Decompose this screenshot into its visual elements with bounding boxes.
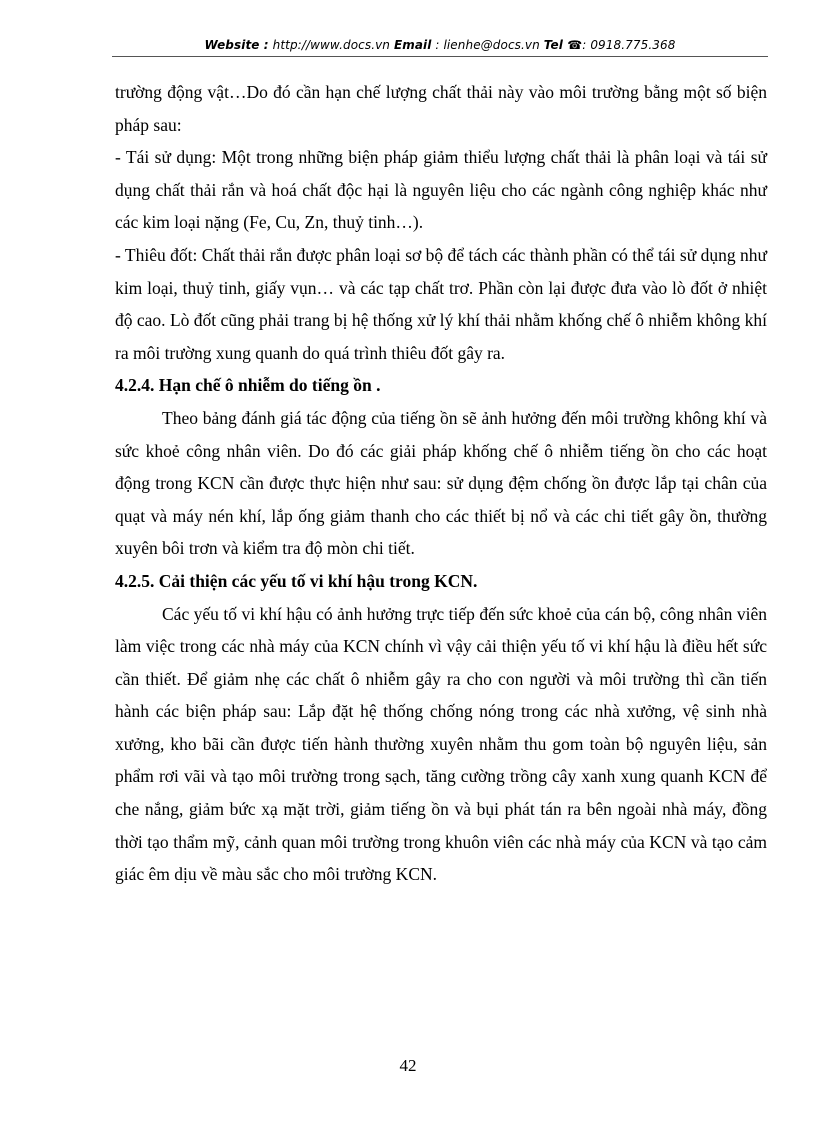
page-number: 42 <box>399 1056 417 1075</box>
page-header <box>112 38 768 52</box>
paragraph-reuse: - Tái sử dụng: Một trong những biện pháp giảm thiểu lượng chất thải là phân loại và tái sử dụng chất thải rắn và hoá chất độc hại là nguyên liệu cho các ngành công nghiệp khác như các kim loại nặng (Fe, Cu, Zn, thuỷ tinh…). <box>115 147 767 233</box>
section-heading-4-2-4: 4.2.4. Hạn chế ô nhiễm do tiếng ồn . <box>115 375 381 396</box>
phone-icon: ☎ <box>567 38 583 52</box>
website-label: Website : <box>204 38 269 52</box>
email-label: Email <box>393 38 432 52</box>
document-body <box>115 76 767 891</box>
paragraph-1: trường động vật…Do đó cần hạn chế lượng chất thải này vào môi trường bằng một số biện pháp sau: <box>115 82 767 135</box>
paragraph-noise: Theo bảng đánh giá tác động của tiếng ồn sẽ ảnh hưởng đến môi trường không khí và sức khoẻ công nhân viên. Do đó các giải pháp khống chế ô nhiễm tiếng ồn cho các hoạt động trong KCN cần được thực hiện như sau: sử dụng đệm chống ồn được lắp tại chân của quạt và máy nén khí, lắp ống giảm thanh cho các thiết bị nổ và các chi tiết gây ồn, thường xuyên bôi trơn và kiểm tra độ mòn chi tiết. <box>115 407 767 559</box>
paragraph-microclimate: Các yếu tố vi khí hậu có ảnh hưởng trực tiếp đến sức khoẻ của cán bộ, công nhân viên làm việc trong các nhà máy của KCN chính vì vậy cải thiện yếu tố vi khí hậu là điều hết sức cần thiết. Để giảm nhẹ các chất ô nhiễm gây ra cho con người và môi trường thì cần tiến hành các biện pháp sau: Lắp đặt hệ thống chống nóng trong các nhà xưởng, vệ sinh nhà xưởng, kho bãi cần được tiến hành thường xuyên nhằm thu gom toàn bộ nguyên liệu, sản phẩm rơi vãi và tạo môi trường trong sạch, tăng cường trồng cây xanh xung quanh KCN để che nắng, giảm bức xạ mặt trời, giảm tiếng ồn và bụi phát tán ra bên ngoài nhà máy, đồng thời tạo thẩm mỹ, cảnh quan môi trường trong khuôn viên các nhà máy của KCN và tạo cảm giác êm dịu về màu sắc cho môi trường KCN. <box>115 603 767 885</box>
section-heading-4-2-5: 4.2.5. Cải thiện các yếu tố vi khí hậu trong KCN. <box>115 570 478 591</box>
tel-label: Tel <box>543 38 568 52</box>
website-value: http://www.docs.vn <box>268 38 394 52</box>
header-divider <box>112 56 768 57</box>
email-value: : lienhe@docs.vn <box>431 38 544 52</box>
tel-value: : 0918.775.368 <box>582 38 676 52</box>
paragraph-incineration: - Thiêu đốt: Chất thải rắn được phân loại sơ bộ để tách các thành phần có thể tái sử dụng như kim loại, thuỷ tinh, giấy vụn… và các tạp chất trơ. Phần còn lại được đưa vào lò đốt ở nhiệt độ cao. Lò đốt cũng phải trang bị hệ thống xử lý khí thải nhằm khống chế ô nhiễm không khí ra môi trường xung quanh do quá trình thiêu đốt gây ra. <box>115 244 767 363</box>
